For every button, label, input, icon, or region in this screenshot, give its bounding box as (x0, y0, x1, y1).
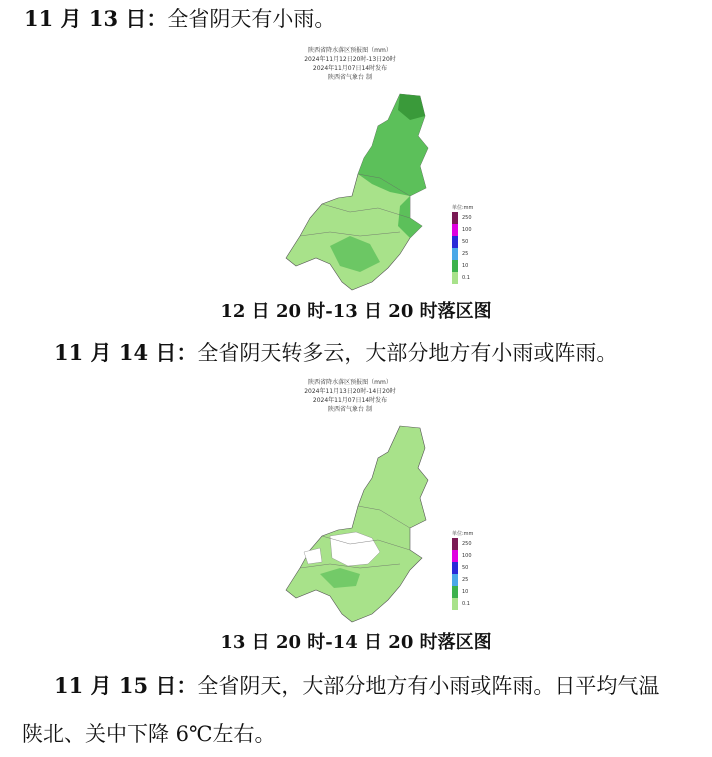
map-title (270, 46, 430, 82)
forecast-text: 全省阴天有小雨。 (167, 7, 336, 31)
forecast-paragraph-nov13 (24, 8, 335, 30)
legend-color-bar (452, 538, 458, 610)
legend-swatch (452, 550, 458, 562)
map-title-line: 陕西省降水落区预报图（mm） (308, 47, 392, 54)
legend-swatch (452, 574, 458, 586)
forecast-paragraph-continuation: 陕北、关中下降 6℃左右。 (22, 722, 276, 746)
legend-swatch (452, 586, 458, 598)
legend-swatch (452, 562, 458, 574)
legend-label: 50 (462, 565, 469, 571)
legend-label: 10 (462, 589, 469, 595)
map-caption-2: 13 日 20 时-14 日 20 时落区图 (220, 632, 492, 653)
legend-swatch (452, 248, 458, 260)
legend-label: 250 (462, 541, 472, 547)
legend-label: 10 (462, 263, 469, 269)
date-label: 11 月 13 日： (24, 6, 168, 31)
legend-label: 25 (462, 251, 469, 257)
map-caption-1: 12 日 20 时-13 日 20 时落区图 (220, 301, 492, 322)
legend-label: 0.1 (462, 601, 470, 607)
forecast-text: 全省阴天，大部分地方有小雨或阵雨。日平均气温 (197, 674, 660, 698)
legend-swatch (452, 272, 458, 284)
legend-swatch (452, 224, 458, 236)
map-title (270, 378, 430, 414)
legend-swatch (452, 212, 458, 224)
shaanxi-map (260, 418, 460, 628)
forecast-text: 全省阴天转多云，大部分地方有小雨或阵雨。 (197, 341, 618, 365)
map-title-line: 2024年11月07日14时发布 (312, 397, 388, 404)
map-title-line: 陕西省气象台 制 (328, 74, 372, 81)
province-shape (286, 426, 428, 622)
forecast-paragraph-nov15 (54, 675, 659, 697)
legend-label: 100 (462, 227, 472, 233)
date-label: 11 月 15 日： (54, 673, 198, 698)
legend-label: 100 (462, 553, 472, 559)
legend-label: 25 (462, 577, 469, 583)
precipitation-legend (452, 530, 482, 620)
legend-swatch (452, 598, 458, 610)
legend-swatch (452, 260, 458, 272)
map-title-line: 陕西省气象台 制 (328, 406, 372, 413)
legend-label: 50 (462, 239, 469, 245)
forecast-paragraph-nov14 (54, 342, 617, 364)
legend-swatch (452, 236, 458, 248)
legend-color-bar (452, 212, 458, 284)
map-title-line: 陕西省降水落区预报图（mm） (308, 379, 392, 386)
map-title-line: 2024年11月07日14时发布 (312, 65, 388, 72)
legend-unit: 单位:mm (452, 531, 474, 537)
date-label: 11 月 14 日： (54, 340, 198, 365)
precipitation-legend (452, 204, 482, 294)
shaanxi-map (260, 86, 460, 296)
legend-label: 250 (462, 215, 472, 221)
precipitation-map-2 (240, 378, 480, 628)
legend-label: 0.1 (462, 275, 470, 281)
map-title-line: 2024年11月12日20时-13日20时 (304, 56, 396, 63)
map-title-line: 2024年11月13日20时-14日20时 (304, 388, 396, 395)
legend-unit: 单位:mm (452, 205, 474, 211)
precipitation-map-1 (240, 46, 480, 296)
legend-swatch (452, 538, 458, 550)
